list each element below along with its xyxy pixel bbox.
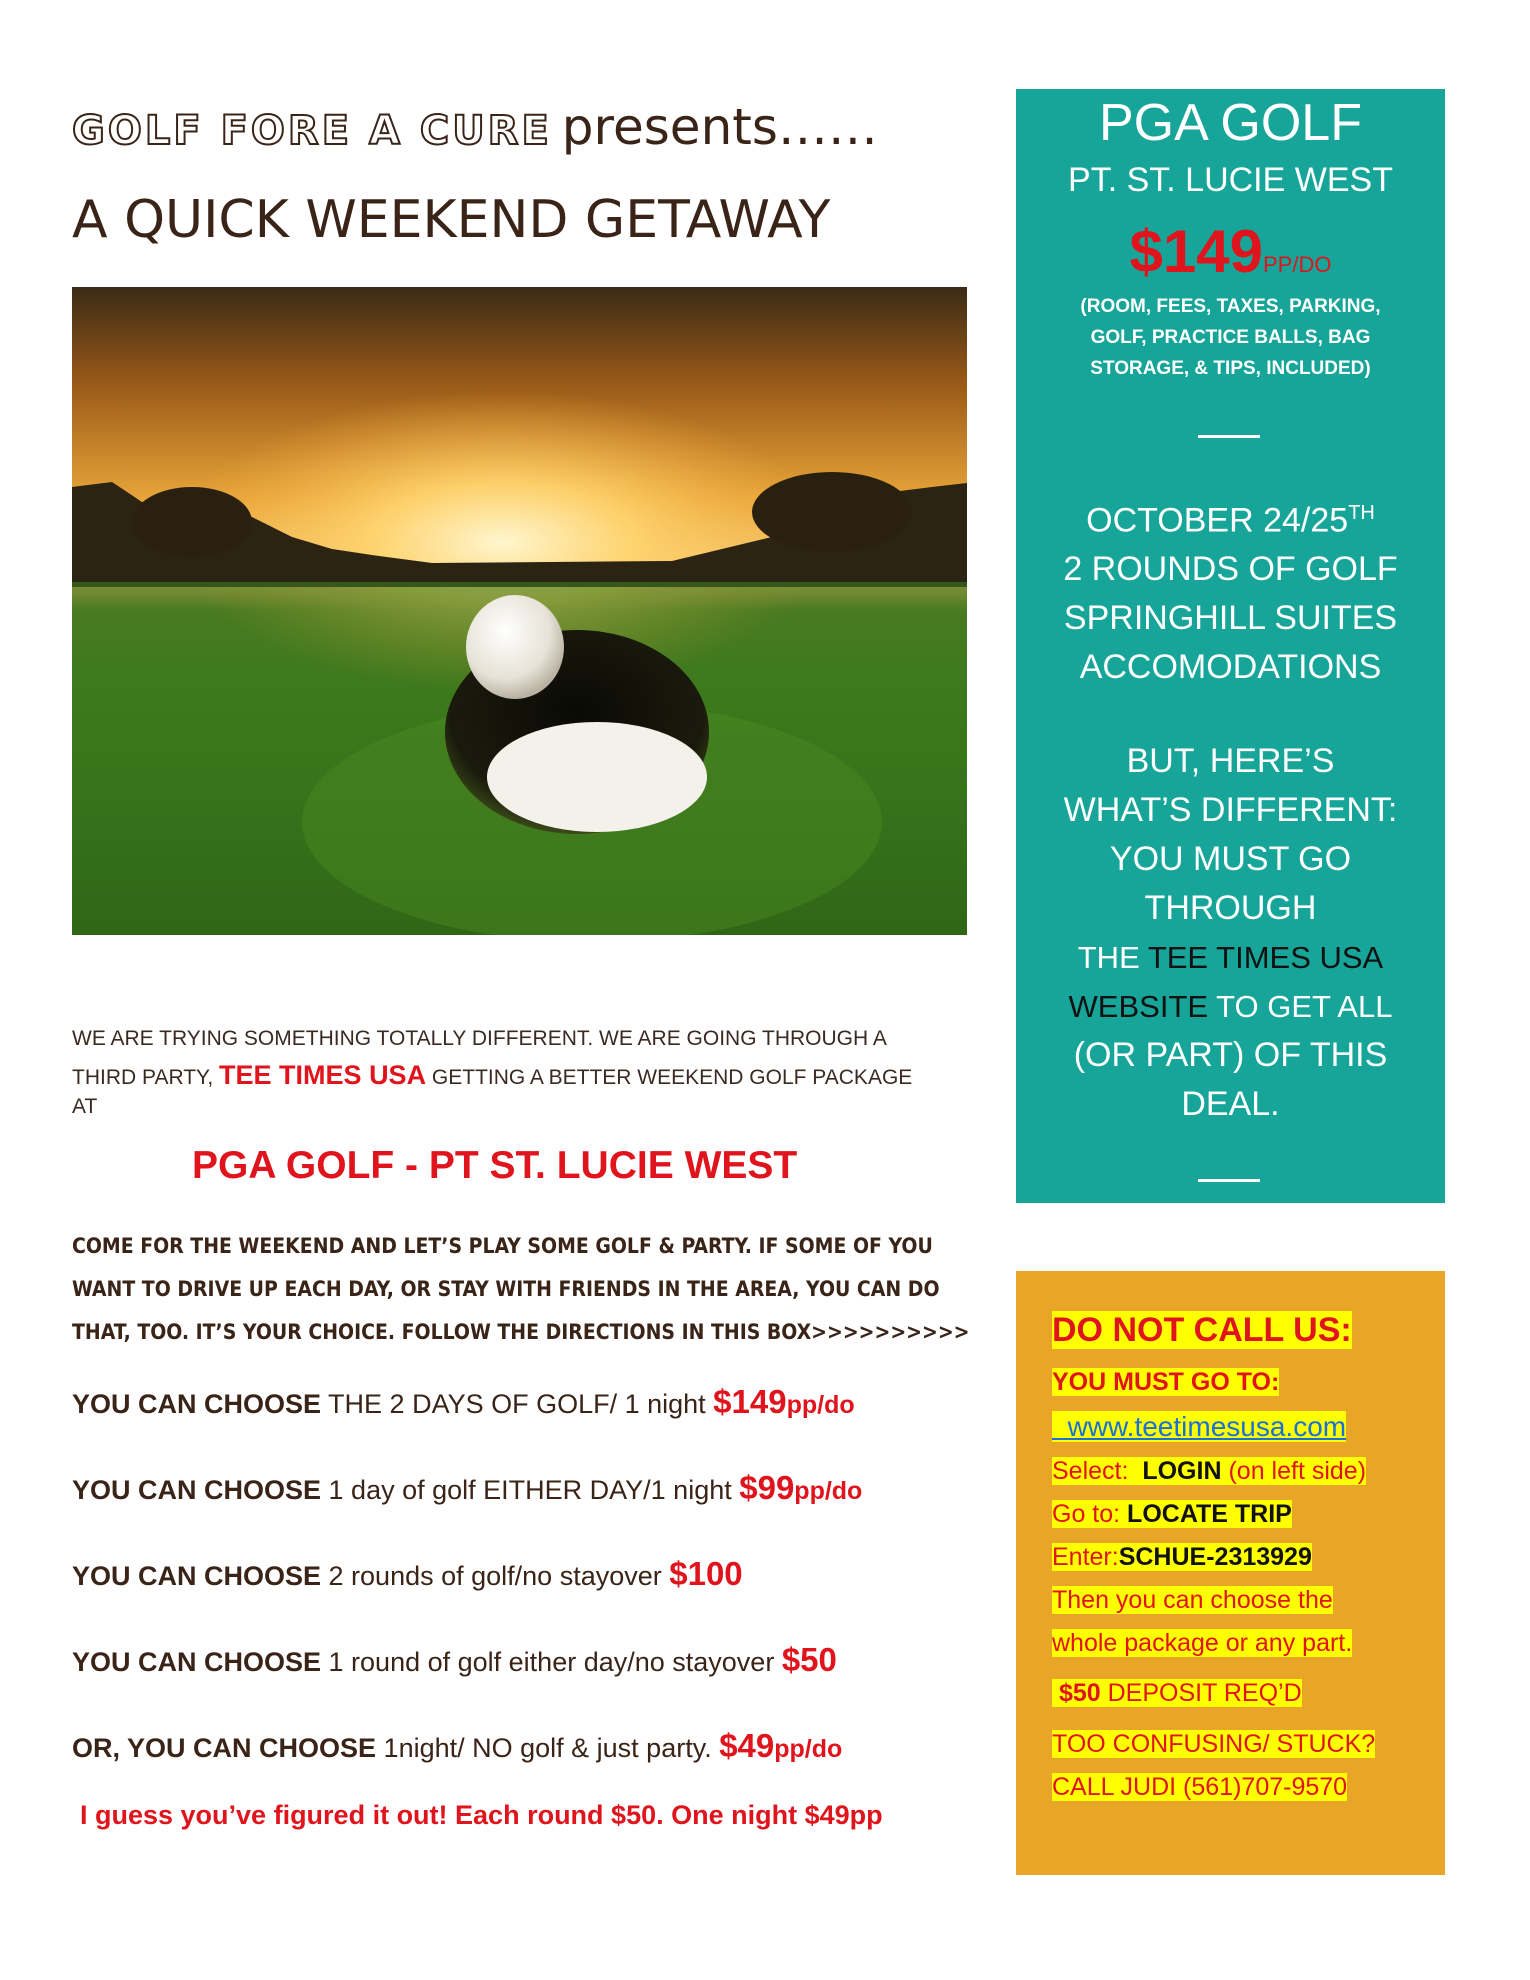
choice-price: $99	[739, 1469, 795, 1506]
presents-text: presents……	[561, 98, 878, 156]
do-not-call-heading: DO NOT CALL US:	[1052, 1311, 1352, 1349]
step-select-login: Select: LOGIN (on left side)	[1052, 1457, 1367, 1485]
organization-name: GOLF FORE A CURE	[72, 108, 552, 154]
choice-price: $49	[719, 1727, 775, 1764]
divider	[1198, 1179, 1260, 1182]
call-judi: CALL JUDI (561)707-9570	[1052, 1773, 1348, 1801]
venue-heading: PGA GOLF - PT ST. LUCIE WEST	[192, 1144, 798, 1187]
package-info-box	[1016, 89, 1445, 1203]
step-enter-code: Enter:SCHUE-2313929	[1052, 1543, 1312, 1571]
choice-option-1: YOU CAN CHOOSE THE 2 DAYS OF GOLF/ 1 night $149pp/do	[72, 1383, 855, 1420]
too-confusing: TOO CONFUSING/ STUCK?	[1052, 1730, 1376, 1758]
footnote: I guess you’ve figured it out! Each round $50. One night $49pp	[80, 1800, 883, 1830]
cup-liner	[487, 722, 707, 832]
step-locate-trip: Go to: LOCATE TRIP	[1052, 1500, 1292, 1528]
package-price: $149PP/DO	[1129, 218, 1332, 285]
intro-line-2: THIRD PARTY, TEE TIMES USA GETTING A BETTER WEEKEND GOLF PACKAGE	[72, 1060, 913, 1090]
package-title: PGA GOLF	[1099, 94, 1362, 152]
choice-price: $50	[781, 1641, 837, 1678]
golf-scene-illustration	[72, 287, 967, 935]
deposit-required: $50 DEPOSIT REQ’D	[1052, 1679, 1302, 1708]
then-choose-line-2: whole package or any part.	[1052, 1629, 1353, 1657]
whats-different: BUT, HERE’S WHAT’S DIFFERENT: YOU MUST GO THROUGH THE TEE TIMES USA WEBSITE TO GET ALL (OR PART) OF THIS DEAL.	[1063, 742, 1398, 1123]
intro-line-1: WE ARE TRYING SOMETHING TOTALLY DIFFERENT. WE ARE GOING THROUGH A	[72, 1027, 887, 1050]
flyer-subtitle: A QUICK WEEKEND GETAWAY	[72, 190, 831, 250]
golf-ball-hole-photo	[72, 287, 967, 935]
choice-option-3: YOU CAN CHOOSE 2 rounds of golf/no stayover $100	[72, 1555, 743, 1592]
choice-option-4: YOU CAN CHOOSE 1 round of golf either day/no stayover $50	[72, 1641, 837, 1678]
divider	[1198, 435, 1260, 438]
choice-price: $100	[669, 1555, 743, 1592]
intro-line-3: AT	[72, 1095, 98, 1118]
tee-times-usa-highlight: TEE TIMES USA	[219, 1060, 427, 1090]
flyer-title	[72, 98, 878, 156]
package-location: PT. ST. LUCIE WEST	[1068, 161, 1393, 199]
instructions-box	[1016, 1271, 1445, 1875]
come-paragraph: COME FOR THE WEEKEND AND LET’S PLAY SOME GOLF & PARTY. IF SOME OF YOU WANT TO DRIVE UP EACH DAY, OR STAY WITH FRIENDS IN THE AREA, YOU CAN DO THAT, TOO. IT’S YOUR CHOICE. FOLLOW THE DIRECTIONS IN THIS BOX>>>>>>>>>>	[72, 1234, 970, 1344]
website-link[interactable]: www.teetimesusa.com	[1052, 1411, 1346, 1443]
choice-price: $149	[713, 1383, 787, 1420]
must-go-to: YOU MUST GO TO:	[1052, 1368, 1280, 1396]
choice-option-2: YOU CAN CHOOSE 1 day of golf EITHER DAY/1 night $99pp/do	[72, 1469, 863, 1506]
intro-paragraph	[72, 1020, 992, 1125]
then-choose-line-1: Then you can choose the	[1052, 1586, 1333, 1614]
package-inclusions: (ROOM, FEES, TAXES, PARKING, GOLF, PRACTICE BALLS, BAG STORAGE, & TIPS, INCLUDED)	[1080, 296, 1381, 379]
package-details: OCTOBER 24/25TH 2 ROUNDS OF GOLF SPRINGHILL SUITES ACCOMODATIONS	[1063, 501, 1398, 687]
golf-ball	[466, 595, 564, 699]
choice-option-5: OR, YOU CAN CHOOSE 1night/ NO golf & just party. $49pp/do	[72, 1727, 843, 1764]
